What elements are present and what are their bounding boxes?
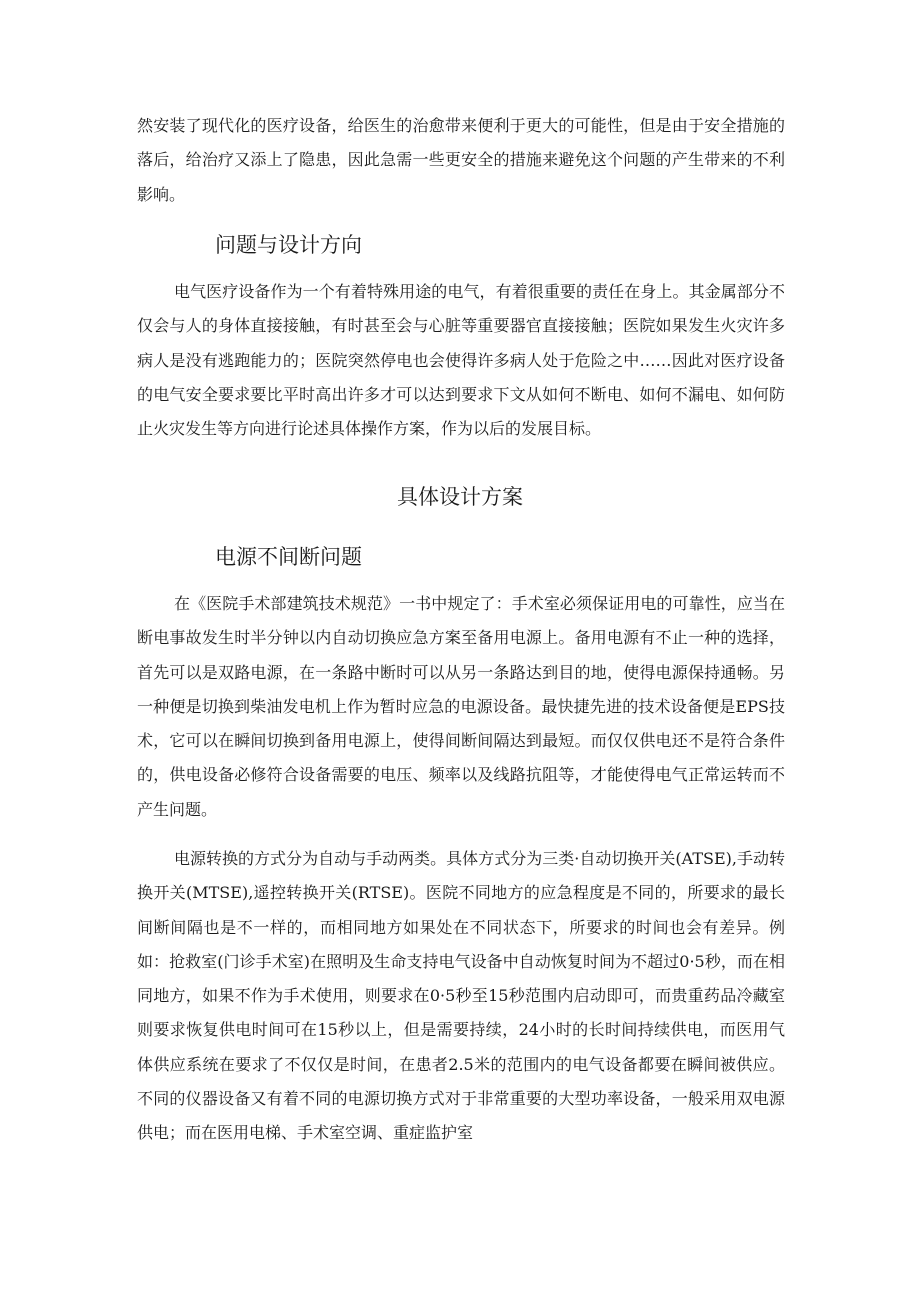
heading-problem-and-design-direction: 问题与设计方向	[215, 233, 362, 257]
heading-uninterrupted-power: 电源不间断问题	[215, 545, 362, 569]
problem-paragraph: 电气医疗设备作为一个有着特殊用途的电气，有着很重要的责任在身上。其金属部分不仅会与人的身体直接接触，有时甚至会与心脏等重要器官直接接触；医院如果发生火灾许多病人是没有逃跑能力的；医院突然停电也会使得许多病人处于危险之中……因此对医疗设备的电气安全要求要比平时高出许多才可以达到要求下文从如何不断电、如何不漏电、如何防止火灾发生等方向进行论述具体操作方案，作为以后的发展目标。	[137, 282, 785, 439]
heading-specific-design-plan: 具体设计方案	[397, 485, 523, 509]
power-paragraph-1: 在《医院手术部建筑技术规范》一书中规定了：手术室必须保证用电的可靠性，应当在断电事故发生时半分钟以内自动切换应急方案至备用电源上。备用电源有不止一种的选择，首先可以是双路电源，在一条路中断时可以从另一条路达到目的地，使得电源保持通畅。另一种便是切换到柴油发电机上作为暂时应急的电源设备。最快捷先进的技术设备便是EPS技术，它可以在瞬间切换到备用电源上，使得间断间隔达到最短。而仅仅供电还不是符合条件的，供电设备必修符合设备需要的电压、频率以及线路抗阻等，才能使得电气正常运转而不产生问题。	[137, 594, 785, 819]
intro-paragraph: 然安装了现代化的医疗设备，给医生的治愈带来便利于更大的可能性，但是由于安全措施的落后，给治疗又添上了隐患，因此急需一些更安全的措施来避免这个问题的产生带来的不利影响。	[137, 116, 785, 204]
power-paragraph-2: 电源转换的方式分为自动与手动两类。具体方式分为三类·自动切换开关(ATSE),手动转换开关(MTSE),遥控转换开关(RTSE)。医院不同地方的应急程度是不同的，所要求的最长间断间隔也是不一样的，而相同地方如果处在不同状态下，所要求的时间也会有差异。例如：抢救室(门诊手术室)在照明及生命支持电气设备中自动恢复时间为不超过0·5秒，而在相同地方，如果不作为手术使用，则要求在0·5秒至15秒范围内启动即可，而贵重药品冷藏室则要求恢复供电时间可在15秒以上，但是需要持续，24小时的长时间持续供电，而医用气体供应系统在要求了不仅仅是时间，在患者2.5米的范围内的电气设备都要在瞬间被供应。不同的仪器设备又有着不同的电源切换方式对于非常重要的大型功率设备，一般采用双电源供电；而在医用电梯、手术室空调、重症监护室	[137, 849, 785, 1143]
